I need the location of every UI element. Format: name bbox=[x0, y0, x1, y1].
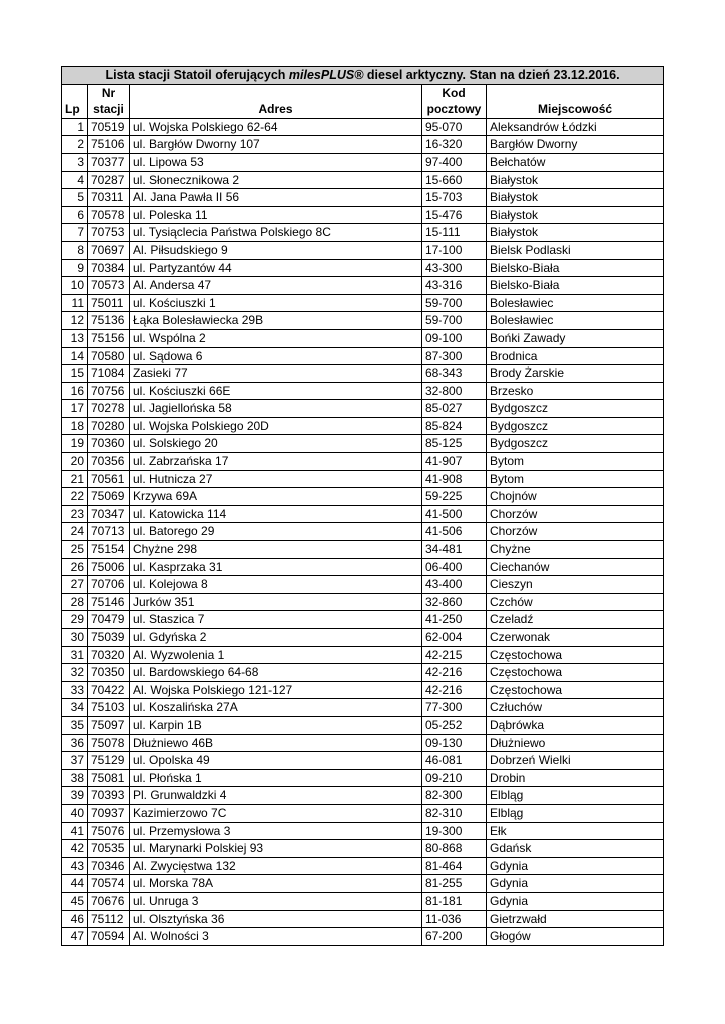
table-row bbox=[62, 312, 664, 330]
row-lp: 33 bbox=[62, 681, 88, 699]
row-postal-code: 06-400 bbox=[422, 558, 487, 576]
row-address: Al. Piłsudskiego 9 bbox=[130, 241, 422, 259]
row-city: Bielsk Podlaski bbox=[487, 241, 664, 259]
table-row bbox=[62, 541, 664, 559]
header-nr-line1: Nr bbox=[101, 85, 116, 100]
row-address: ul. Unruga 3 bbox=[130, 892, 422, 910]
row-lp: 32 bbox=[62, 664, 88, 682]
row-address: Al. Zwycięstwa 132 bbox=[130, 857, 422, 875]
row-city: Bońki Zawady bbox=[487, 329, 664, 347]
title-pre: Lista stacji Statoil oferujących bbox=[105, 68, 289, 82]
row-station-number: 75069 bbox=[88, 488, 130, 506]
row-postal-code: 15-476 bbox=[422, 206, 487, 224]
row-postal-code: 67-200 bbox=[422, 928, 487, 946]
table-row bbox=[62, 294, 664, 312]
row-postal-code: 15-111 bbox=[422, 224, 487, 242]
row-lp: 6 bbox=[62, 206, 88, 224]
row-lp: 45 bbox=[62, 892, 88, 910]
row-city: Czeladź bbox=[487, 611, 664, 629]
row-address: ul. Batorego 29 bbox=[130, 523, 422, 541]
row-lp: 4 bbox=[62, 171, 88, 189]
table-header-row bbox=[62, 84, 664, 118]
row-city: Chyżne bbox=[487, 541, 664, 559]
row-address: ul. Gdyńska 2 bbox=[130, 629, 422, 647]
row-city: Bydgoszcz bbox=[487, 435, 664, 453]
table-row bbox=[62, 189, 664, 207]
row-postal-code: 41-908 bbox=[422, 470, 487, 488]
row-city: Ciechanów bbox=[487, 558, 664, 576]
row-postal-code: 41-250 bbox=[422, 611, 487, 629]
row-station-number: 71084 bbox=[88, 365, 130, 383]
row-postal-code: 95-070 bbox=[422, 118, 487, 136]
row-city: Bydgoszcz bbox=[487, 417, 664, 435]
row-station-number: 75076 bbox=[88, 822, 130, 840]
row-address: ul. Marynarki Polskiej 93 bbox=[130, 840, 422, 858]
row-address: ul. Morska 78A bbox=[130, 875, 422, 893]
row-postal-code: 32-800 bbox=[422, 382, 487, 400]
row-station-number: 70384 bbox=[88, 259, 130, 277]
table-row bbox=[62, 453, 664, 471]
row-city: Dłużniewo bbox=[487, 734, 664, 752]
table-row bbox=[62, 488, 664, 506]
row-city: Człuchów bbox=[487, 699, 664, 717]
row-station-number: 70346 bbox=[88, 857, 130, 875]
row-station-number: 70697 bbox=[88, 241, 130, 259]
row-address: ul. Lipowa 53 bbox=[130, 153, 422, 171]
row-postal-code: 42-215 bbox=[422, 646, 487, 664]
row-address: Krzywa 69A bbox=[130, 488, 422, 506]
row-address: Kazimierzowo 7C bbox=[130, 804, 422, 822]
row-address: ul. Kościuszki 1 bbox=[130, 294, 422, 312]
row-station-number: 75112 bbox=[88, 910, 130, 928]
table-title bbox=[62, 67, 664, 85]
row-station-number: 70377 bbox=[88, 153, 130, 171]
row-postal-code: 81-464 bbox=[422, 857, 487, 875]
row-station-number: 75078 bbox=[88, 734, 130, 752]
row-city: Chorzów bbox=[487, 523, 664, 541]
row-lp: 36 bbox=[62, 734, 88, 752]
row-station-number: 70578 bbox=[88, 206, 130, 224]
table-row bbox=[62, 840, 664, 858]
table-row bbox=[62, 716, 664, 734]
row-station-number: 70393 bbox=[88, 787, 130, 805]
row-station-number: 70753 bbox=[88, 224, 130, 242]
table-row bbox=[62, 523, 664, 541]
row-postal-code: 81-181 bbox=[422, 892, 487, 910]
row-address: ul. Wojska Polskiego 62-64 bbox=[130, 118, 422, 136]
row-address: ul. Sądowa 6 bbox=[130, 347, 422, 365]
table-row bbox=[62, 118, 664, 136]
row-lp: 25 bbox=[62, 541, 88, 559]
row-station-number: 70573 bbox=[88, 277, 130, 295]
row-lp: 26 bbox=[62, 558, 88, 576]
row-postal-code: 15-703 bbox=[422, 189, 487, 207]
row-lp: 16 bbox=[62, 382, 88, 400]
row-city: Ełk bbox=[487, 822, 664, 840]
row-city: Chorzów bbox=[487, 505, 664, 523]
row-address: ul. Kasprzaka 31 bbox=[130, 558, 422, 576]
table-row bbox=[62, 875, 664, 893]
table-row bbox=[62, 576, 664, 594]
row-lp: 40 bbox=[62, 804, 88, 822]
table-row bbox=[62, 734, 664, 752]
table-title-row bbox=[62, 67, 664, 85]
row-address: ul. Kolejowa 8 bbox=[130, 576, 422, 594]
row-station-number: 70580 bbox=[88, 347, 130, 365]
table-row bbox=[62, 435, 664, 453]
row-station-number: 70320 bbox=[88, 646, 130, 664]
header-adres: Adres bbox=[130, 84, 422, 118]
row-city: Czerwonak bbox=[487, 629, 664, 647]
row-lp: 39 bbox=[62, 787, 88, 805]
row-city: Głogów bbox=[487, 928, 664, 946]
row-city: Dobrzeń Wielki bbox=[487, 752, 664, 770]
row-city: Brody Żarskie bbox=[487, 365, 664, 383]
table-body bbox=[62, 118, 664, 945]
row-lp: 15 bbox=[62, 365, 88, 383]
header-kod-line2: pocztowy bbox=[426, 102, 482, 117]
row-address: ul. Płońska 1 bbox=[130, 769, 422, 787]
header-miejscowosc: Miejscowość bbox=[487, 84, 664, 118]
row-postal-code: 77-300 bbox=[422, 699, 487, 717]
row-lp: 27 bbox=[62, 576, 88, 594]
row-postal-code: 43-316 bbox=[422, 277, 487, 295]
row-station-number: 75154 bbox=[88, 541, 130, 559]
row-station-number: 75039 bbox=[88, 629, 130, 647]
row-lp: 13 bbox=[62, 329, 88, 347]
row-postal-code: 15-660 bbox=[422, 171, 487, 189]
table-row bbox=[62, 505, 664, 523]
row-station-number: 75146 bbox=[88, 593, 130, 611]
header-nr bbox=[88, 84, 130, 118]
row-address: Al. Wolności 3 bbox=[130, 928, 422, 946]
row-address: ul. Tysiąclecia Państwa Polskiego 8C bbox=[130, 224, 422, 242]
row-city: Dąbrówka bbox=[487, 716, 664, 734]
table-row bbox=[62, 646, 664, 664]
row-station-number: 70535 bbox=[88, 840, 130, 858]
row-address: Pl. Grunwaldzki 4 bbox=[130, 787, 422, 805]
row-station-number: 70278 bbox=[88, 400, 130, 418]
table-row bbox=[62, 787, 664, 805]
table-row bbox=[62, 241, 664, 259]
row-city: Bełchatów bbox=[487, 153, 664, 171]
title-post: diesel arktyczny. Stan na dzień 23.12.2016. bbox=[363, 68, 620, 82]
row-postal-code: 05-252 bbox=[422, 716, 487, 734]
row-city: Bargłów Dworny bbox=[487, 136, 664, 154]
row-address: Jurków 351 bbox=[130, 593, 422, 611]
row-address: ul. Jagiellońska 58 bbox=[130, 400, 422, 418]
table-row bbox=[62, 629, 664, 647]
table-row bbox=[62, 206, 664, 224]
table-row bbox=[62, 136, 664, 154]
row-address: ul. Bargłów Dworny 107 bbox=[130, 136, 422, 154]
row-lp: 7 bbox=[62, 224, 88, 242]
row-postal-code: 46-081 bbox=[422, 752, 487, 770]
row-station-number: 70350 bbox=[88, 664, 130, 682]
row-lp: 24 bbox=[62, 523, 88, 541]
row-city: Elbląg bbox=[487, 804, 664, 822]
row-lp: 42 bbox=[62, 840, 88, 858]
table-row bbox=[62, 769, 664, 787]
row-lp: 41 bbox=[62, 822, 88, 840]
table-row bbox=[62, 699, 664, 717]
row-lp: 47 bbox=[62, 928, 88, 946]
row-lp: 14 bbox=[62, 347, 88, 365]
table-row bbox=[62, 593, 664, 611]
row-postal-code: 59-700 bbox=[422, 294, 487, 312]
row-city: Gdańsk bbox=[487, 840, 664, 858]
row-lp: 30 bbox=[62, 629, 88, 647]
row-city: Częstochowa bbox=[487, 664, 664, 682]
row-address: ul. Olsztyńska 36 bbox=[130, 910, 422, 928]
table-row bbox=[62, 153, 664, 171]
row-city: Bolesławiec bbox=[487, 312, 664, 330]
row-address: ul. Hutnicza 27 bbox=[130, 470, 422, 488]
row-postal-code: 09-100 bbox=[422, 329, 487, 347]
table-row bbox=[62, 857, 664, 875]
row-city: Gietrzwałd bbox=[487, 910, 664, 928]
row-address: Al. Wojska Polskiego 121-127 bbox=[130, 681, 422, 699]
row-station-number: 70519 bbox=[88, 118, 130, 136]
row-lp: 12 bbox=[62, 312, 88, 330]
row-city: Bielsko-Biała bbox=[487, 277, 664, 295]
title-brand: milesPLUS® bbox=[288, 68, 364, 82]
row-lp: 2 bbox=[62, 136, 88, 154]
row-lp: 22 bbox=[62, 488, 88, 506]
row-station-number: 70561 bbox=[88, 470, 130, 488]
row-station-number: 75006 bbox=[88, 558, 130, 576]
row-lp: 34 bbox=[62, 699, 88, 717]
table-row bbox=[62, 928, 664, 946]
row-lp: 43 bbox=[62, 857, 88, 875]
table-row bbox=[62, 681, 664, 699]
row-lp: 29 bbox=[62, 611, 88, 629]
row-postal-code: 42-216 bbox=[422, 664, 487, 682]
row-city: Bytom bbox=[487, 453, 664, 471]
row-lp: 37 bbox=[62, 752, 88, 770]
row-postal-code: 41-506 bbox=[422, 523, 487, 541]
row-address: ul. Kościuszki 66E bbox=[130, 382, 422, 400]
row-address: Dłużniewo 46B bbox=[130, 734, 422, 752]
row-station-number: 75081 bbox=[88, 769, 130, 787]
row-address: ul. Partyzantów 44 bbox=[130, 259, 422, 277]
row-address: ul. Staszica 7 bbox=[130, 611, 422, 629]
row-address: Al. Jana Pawła II 56 bbox=[130, 189, 422, 207]
row-postal-code: 68-343 bbox=[422, 365, 487, 383]
header-kod-line1: Kod bbox=[442, 85, 466, 100]
row-station-number: 70360 bbox=[88, 435, 130, 453]
row-city: Aleksandrów Łódzki bbox=[487, 118, 664, 136]
header-nr-line2: stacji bbox=[93, 102, 124, 117]
row-station-number: 70356 bbox=[88, 453, 130, 471]
table-row bbox=[62, 400, 664, 418]
row-address: ul. Słonecznikowa 2 bbox=[130, 171, 422, 189]
table-row bbox=[62, 347, 664, 365]
row-station-number: 75103 bbox=[88, 699, 130, 717]
row-postal-code: 43-300 bbox=[422, 259, 487, 277]
row-postal-code: 85-027 bbox=[422, 400, 487, 418]
row-station-number: 70713 bbox=[88, 523, 130, 541]
row-city: Chojnów bbox=[487, 488, 664, 506]
row-postal-code: 43-400 bbox=[422, 576, 487, 594]
row-address: ul. Wojska Polskiego 20D bbox=[130, 417, 422, 435]
row-lp: 8 bbox=[62, 241, 88, 259]
row-lp: 31 bbox=[62, 646, 88, 664]
row-lp: 3 bbox=[62, 153, 88, 171]
row-address: Zasieki 77 bbox=[130, 365, 422, 383]
row-lp: 18 bbox=[62, 417, 88, 435]
row-address: ul. Poleska 11 bbox=[130, 206, 422, 224]
row-station-number: 70706 bbox=[88, 576, 130, 594]
row-lp: 21 bbox=[62, 470, 88, 488]
row-station-number: 70311 bbox=[88, 189, 130, 207]
row-city: Brzesko bbox=[487, 382, 664, 400]
row-station-number: 70756 bbox=[88, 382, 130, 400]
stations-table bbox=[61, 66, 664, 946]
table-row bbox=[62, 365, 664, 383]
row-lp: 5 bbox=[62, 189, 88, 207]
row-postal-code: 82-300 bbox=[422, 787, 487, 805]
row-station-number: 70574 bbox=[88, 875, 130, 893]
row-address: ul. Zabrzańska 17 bbox=[130, 453, 422, 471]
row-station-number: 75097 bbox=[88, 716, 130, 734]
row-city: Białystok bbox=[487, 224, 664, 242]
row-lp: 17 bbox=[62, 400, 88, 418]
header-kod bbox=[422, 84, 487, 118]
row-city: Bydgoszcz bbox=[487, 400, 664, 418]
table-row bbox=[62, 558, 664, 576]
table-row bbox=[62, 752, 664, 770]
row-city: Bielsko-Biała bbox=[487, 259, 664, 277]
row-address: Al. Andersa 47 bbox=[130, 277, 422, 295]
row-station-number: 75129 bbox=[88, 752, 130, 770]
row-address: Łąka Bolesławiecka 29B bbox=[130, 312, 422, 330]
row-station-number: 70479 bbox=[88, 611, 130, 629]
row-city: Białystok bbox=[487, 189, 664, 207]
row-postal-code: 42-216 bbox=[422, 681, 487, 699]
row-lp: 19 bbox=[62, 435, 88, 453]
row-city: Cieszyn bbox=[487, 576, 664, 594]
row-postal-code: 32-860 bbox=[422, 593, 487, 611]
row-postal-code: 16-320 bbox=[422, 136, 487, 154]
row-address: ul. Bardowskiego 64-68 bbox=[130, 664, 422, 682]
row-postal-code: 85-125 bbox=[422, 435, 487, 453]
row-station-number: 70422 bbox=[88, 681, 130, 699]
row-postal-code: 62-004 bbox=[422, 629, 487, 647]
row-postal-code: 80-868 bbox=[422, 840, 487, 858]
row-station-number: 75136 bbox=[88, 312, 130, 330]
row-city: Białystok bbox=[487, 171, 664, 189]
row-postal-code: 82-310 bbox=[422, 804, 487, 822]
row-address: ul. Katowicka 114 bbox=[130, 505, 422, 523]
row-postal-code: 59-225 bbox=[422, 488, 487, 506]
table-row bbox=[62, 664, 664, 682]
row-postal-code: 41-907 bbox=[422, 453, 487, 471]
table-row bbox=[62, 171, 664, 189]
row-lp: 10 bbox=[62, 277, 88, 295]
row-station-number: 75011 bbox=[88, 294, 130, 312]
table-row bbox=[62, 329, 664, 347]
row-address: Chyżne 298 bbox=[130, 541, 422, 559]
row-postal-code: 41-500 bbox=[422, 505, 487, 523]
row-city: Brodnica bbox=[487, 347, 664, 365]
row-station-number: 70594 bbox=[88, 928, 130, 946]
row-lp: 44 bbox=[62, 875, 88, 893]
row-postal-code: 81-255 bbox=[422, 875, 487, 893]
row-city: Białystok bbox=[487, 206, 664, 224]
table-row bbox=[62, 417, 664, 435]
row-city: Gdynia bbox=[487, 875, 664, 893]
table-row bbox=[62, 611, 664, 629]
row-city: Gdynia bbox=[487, 892, 664, 910]
header-lp: Lp bbox=[62, 84, 88, 118]
row-lp: 20 bbox=[62, 453, 88, 471]
table-row bbox=[62, 382, 664, 400]
row-station-number: 70347 bbox=[88, 505, 130, 523]
row-postal-code: 87-300 bbox=[422, 347, 487, 365]
row-address: ul. Karpin 1B bbox=[130, 716, 422, 734]
row-postal-code: 09-130 bbox=[422, 734, 487, 752]
table-row bbox=[62, 259, 664, 277]
row-city: Gdynia bbox=[487, 857, 664, 875]
row-lp: 35 bbox=[62, 716, 88, 734]
row-lp: 1 bbox=[62, 118, 88, 136]
row-lp: 9 bbox=[62, 259, 88, 277]
row-station-number: 70280 bbox=[88, 417, 130, 435]
row-lp: 38 bbox=[62, 769, 88, 787]
table-row bbox=[62, 892, 664, 910]
row-city: Elbląg bbox=[487, 787, 664, 805]
row-city: Bytom bbox=[487, 470, 664, 488]
row-station-number: 70937 bbox=[88, 804, 130, 822]
row-lp: 46 bbox=[62, 910, 88, 928]
row-station-number: 70676 bbox=[88, 892, 130, 910]
row-station-number: 70287 bbox=[88, 171, 130, 189]
table-row bbox=[62, 277, 664, 295]
row-city: Częstochowa bbox=[487, 681, 664, 699]
table-row bbox=[62, 224, 664, 242]
table-row bbox=[62, 804, 664, 822]
row-city: Bolesławiec bbox=[487, 294, 664, 312]
row-address: ul. Solskiego 20 bbox=[130, 435, 422, 453]
table-row bbox=[62, 470, 664, 488]
row-station-number: 75156 bbox=[88, 329, 130, 347]
row-postal-code: 19-300 bbox=[422, 822, 487, 840]
row-postal-code: 17-100 bbox=[422, 241, 487, 259]
row-postal-code: 97-400 bbox=[422, 153, 487, 171]
row-address: ul. Opolska 49 bbox=[130, 752, 422, 770]
row-address: ul. Koszalińska 27A bbox=[130, 699, 422, 717]
table-row bbox=[62, 822, 664, 840]
row-city: Drobin bbox=[487, 769, 664, 787]
table-row bbox=[62, 910, 664, 928]
row-lp: 28 bbox=[62, 593, 88, 611]
row-address: ul. Przemysłowa 3 bbox=[130, 822, 422, 840]
row-address: ul. Wspólna 2 bbox=[130, 329, 422, 347]
row-postal-code: 11-036 bbox=[422, 910, 487, 928]
row-lp: 11 bbox=[62, 294, 88, 312]
row-address: Al. Wyzwolenia 1 bbox=[130, 646, 422, 664]
row-postal-code: 34-481 bbox=[422, 541, 487, 559]
row-city: Czchów bbox=[487, 593, 664, 611]
row-postal-code: 09-210 bbox=[422, 769, 487, 787]
row-postal-code: 59-700 bbox=[422, 312, 487, 330]
row-postal-code: 85-824 bbox=[422, 417, 487, 435]
row-station-number: 75106 bbox=[88, 136, 130, 154]
row-city: Częstochowa bbox=[487, 646, 664, 664]
row-lp: 23 bbox=[62, 505, 88, 523]
